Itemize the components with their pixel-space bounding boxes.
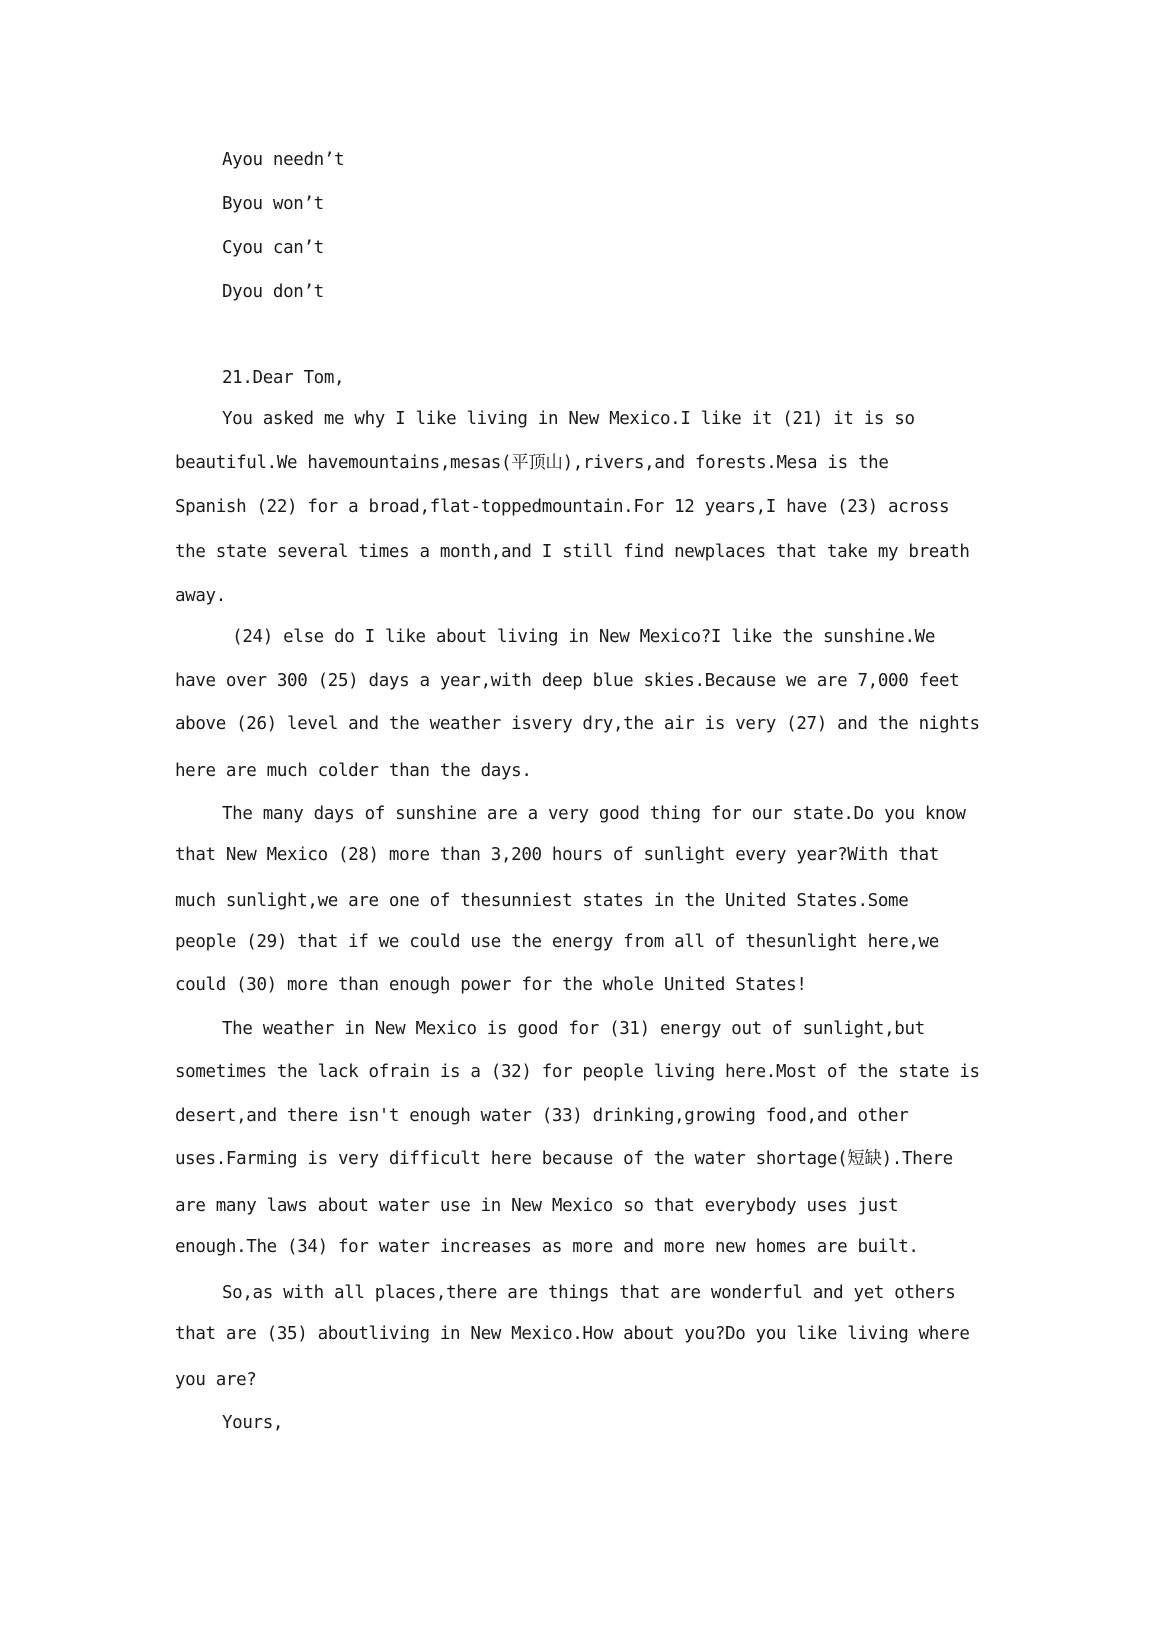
option-a: Ayou needn’t <box>222 150 345 170</box>
option-d: Dyou don’t <box>222 282 324 302</box>
letter-line: you are? <box>175 1370 257 1390</box>
letter-line: You asked me why I like living in New Mexico.I like it (21) it is so <box>222 409 915 429</box>
letter-line: away. <box>175 586 226 606</box>
letter-line: much sunlight,we are one of thesunniest states in the United States.Some <box>175 891 909 911</box>
letter-line: uses.Farming is very difficult here because of the water shortage(短缺).There <box>175 1149 953 1169</box>
letter-line: are many laws about water use in New Mexico so that everybody uses just <box>175 1196 899 1216</box>
letter-line: So,as with all places,there are things that are wonderful and yet others <box>222 1283 956 1303</box>
letter-line: above (26) level and the weather isvery dry,the air is very (27) and the nights <box>175 714 980 734</box>
letter-line: (24) else do I like about living in New Mexico?I like the sunshine.We <box>222 627 936 647</box>
letter-line: that New Mexico (28) more than 3,200 hours of sunlight every year?With that <box>175 845 939 865</box>
letter-line: could (30) more than enough power for the whole United States! <box>175 975 807 995</box>
letter-line: beautiful.We havemountains,mesas(平顶山),rivers,and forests.Mesa is the <box>175 453 889 473</box>
letter-line: Spanish (22) for a broad,flat-toppedmountain.For 12 years,I have (23) across <box>175 497 950 517</box>
letter-heading: 21.Dear Tom, <box>222 368 345 388</box>
letter-line: the state several times a month,and I still find newplaces that take my breath <box>175 542 970 562</box>
letter-line: that are (35) aboutliving in New Mexico.How about you?Do you like living where <box>175 1324 970 1344</box>
letter-line: sometimes the lack ofrain is a (32) for people living here.Most of the state is <box>175 1062 980 1082</box>
letter-line: The weather in New Mexico is good for (31) energy out of sunlight,but <box>222 1019 925 1039</box>
letter-line: have over 300 (25) days a year,with deep blue skies.Because we are 7,000 feet <box>175 671 960 691</box>
letter-line: enough.The (34) for water increases as more and more new homes are built. <box>175 1237 919 1257</box>
letter-closing: Yours, <box>222 1413 284 1433</box>
letter-line: people (29) that if we could use the energy from all of thesunlight here,we <box>175 932 939 952</box>
letter-line: here are much colder than the days. <box>175 761 532 781</box>
letter-line: desert,and there isn't enough water (33) drinking,growing food,and other <box>175 1106 909 1126</box>
option-b: Byou won’t <box>222 194 324 214</box>
letter-line: The many days of sunshine are a very good thing for our state.Do you know <box>222 804 966 824</box>
option-c: Cyou can’t <box>222 238 324 258</box>
